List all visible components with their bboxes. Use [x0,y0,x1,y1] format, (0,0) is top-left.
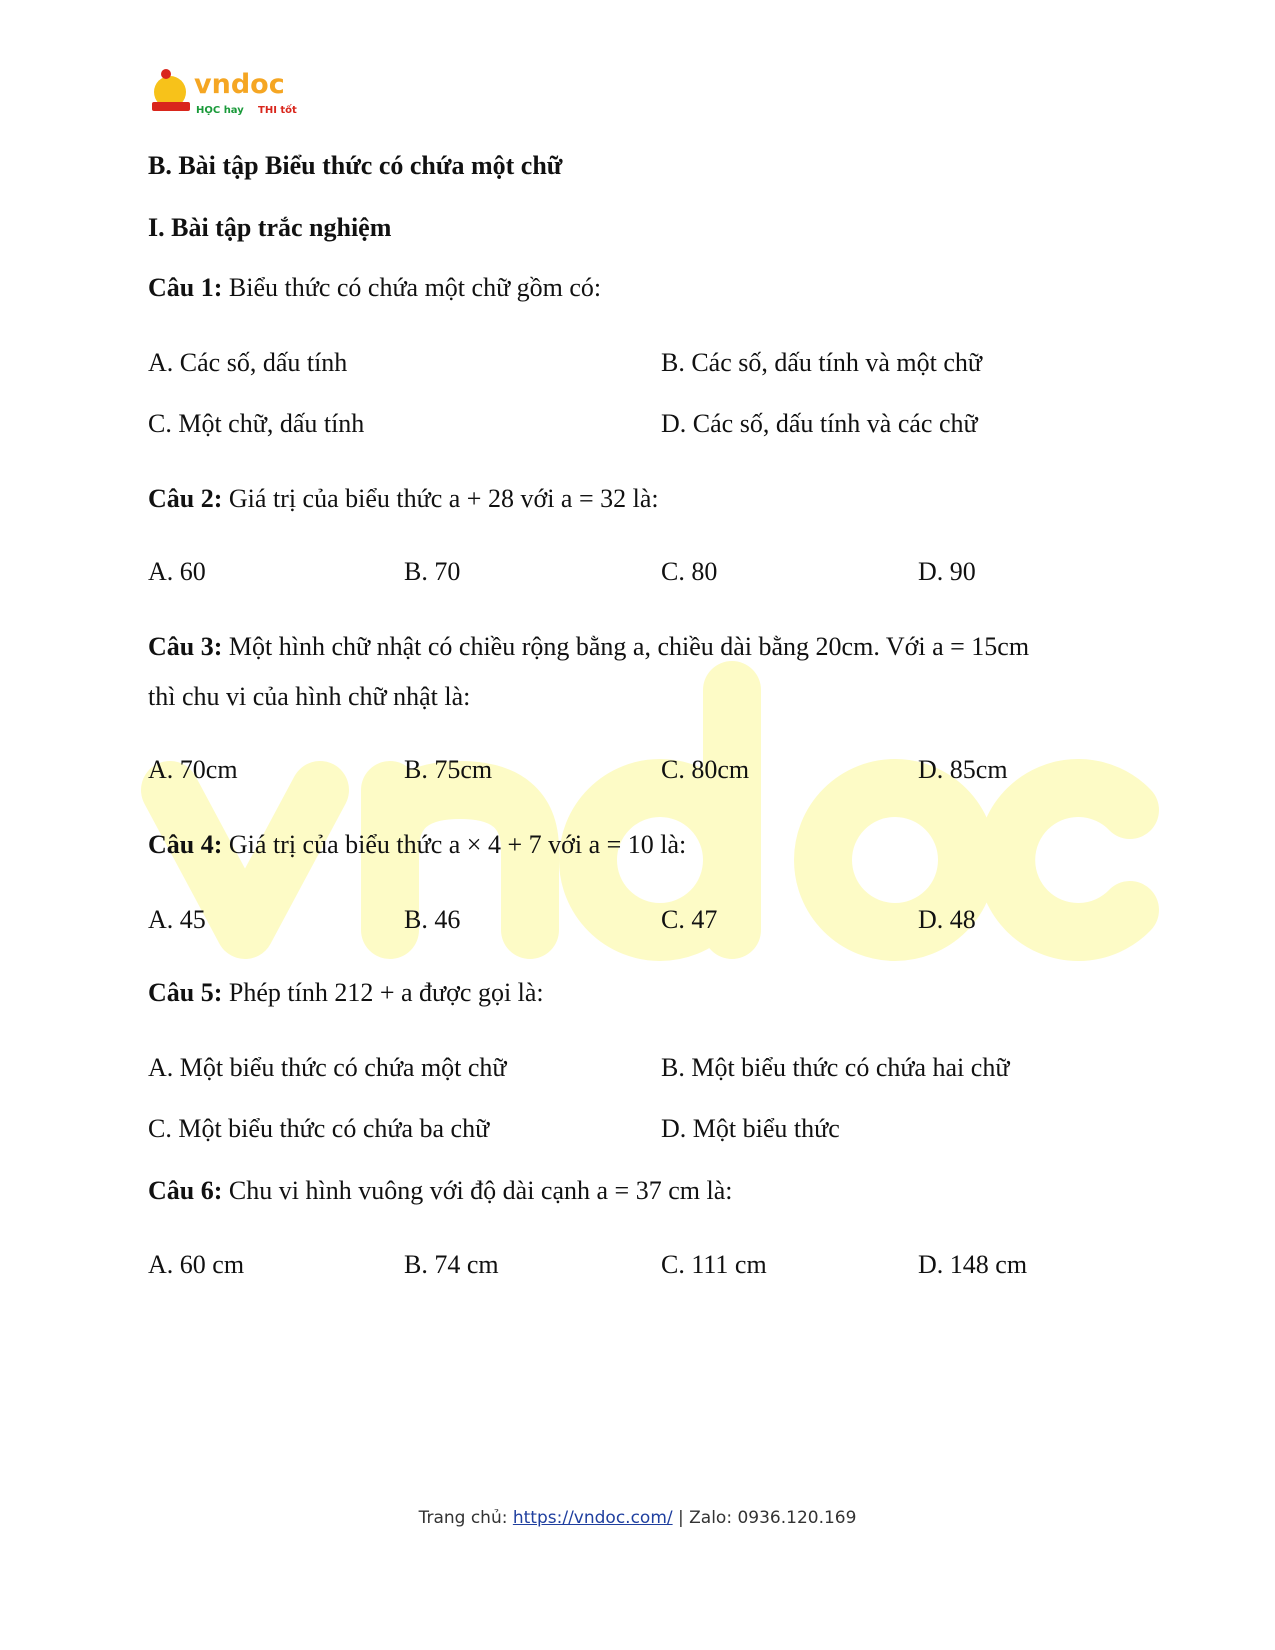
svg-text:vndoc: vndoc [194,69,285,100]
footer-contact: | Zalo: 0936.120.169 [672,1508,857,1528]
vndoc-logo [148,66,318,122]
question-label: Câu 1: [148,273,223,302]
question-6 [148,1176,732,1206]
option: C. 80cm [661,755,750,784]
option: D. 85cm [918,755,1008,784]
option: D. Một biểu thức [661,1114,840,1143]
question-text: Biểu thức có chứa một chữ gồm có: [228,273,602,302]
option: C. Một biểu thức có chứa ba chữ [148,1114,490,1143]
option: B. Một biểu thức có chứa hai chữ [661,1053,1010,1082]
option: C. 80 [661,557,718,586]
question-label: Câu 5: [148,978,223,1007]
option: D. 90 [918,557,976,586]
option: B. 74 cm [404,1250,499,1279]
question-text: Chu vi hình vuông với độ dài cạnh a = 37 cm là: [228,1176,733,1205]
question-5 [148,978,544,1008]
option: B. 75cm [404,755,493,784]
homepage-link[interactable]: https://vndoc.com/ [512,1508,673,1528]
question-text-cont: thì chu vi của hình chữ nhật là: [148,682,471,711]
option: C. 111 cm [661,1250,767,1279]
question-3 [148,632,1029,662]
option: B. 70 [404,557,461,586]
svg-text:THI tốt: THI tốt [258,105,297,116]
option: A. 45 [148,905,206,934]
question-label: Câu 3: [148,632,223,661]
option: C. Một chữ, dấu tính [148,409,365,438]
option: D. 48 [918,905,976,934]
question-label: Câu 6: [148,1176,223,1205]
option: B. 46 [404,905,461,934]
page-footer [0,1508,1275,1528]
svg-text:HỌC hay: HỌC hay [196,105,244,116]
question-text: Phép tính 212 + a được gọi là: [228,978,544,1007]
question-text: Giá trị của biểu thức a × 4 + 7 với a = 10 là: [228,830,687,859]
option: D. Các số, dấu tính và các chữ [661,409,978,438]
option: D. 148 cm [918,1250,1028,1279]
watermark-letter-c [1006,788,1130,932]
question-label: Câu 4: [148,830,223,859]
question-text: Một hình chữ nhật có chiều rộng bằng a, chiều dài bằng 20cm. Với a = 15cm [228,632,1030,661]
option: A. 70cm [148,755,238,784]
subsection-title: I. Bài tập trắc nghiệm [148,213,392,242]
question-2 [148,484,659,514]
option: A. 60 [148,557,206,586]
option: A. 60 cm [148,1250,245,1279]
option: B. Các số, dấu tính và một chữ [661,348,982,377]
option: A. Các số, dấu tính [148,348,348,377]
section-title: B. Bài tập Biểu thức có chứa một chữ [148,151,563,180]
footer-prefix: Trang chủ: [418,1508,513,1528]
option: C. 47 [661,905,718,934]
option: A. Một biểu thức có chứa một chữ [148,1053,507,1082]
question-text: Giá trị của biểu thức a + 28 với a = 32 là: [228,484,659,513]
question-1 [148,273,601,303]
question-4 [148,830,686,860]
question-label: Câu 2: [148,484,223,513]
